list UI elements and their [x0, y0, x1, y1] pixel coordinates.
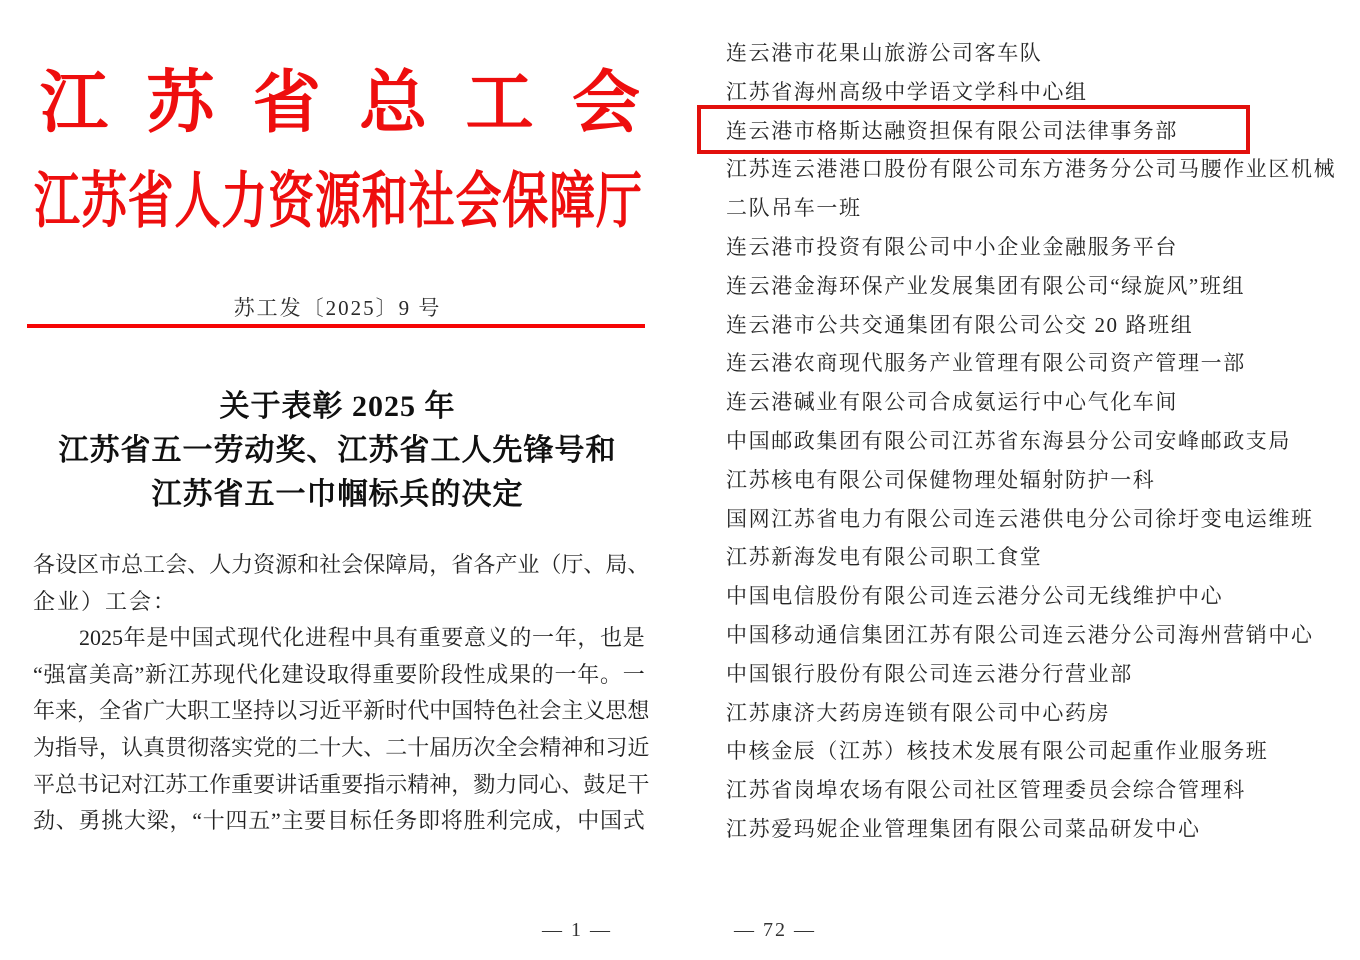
page-number-1: — 1 — — [542, 919, 612, 941]
issuing-org-line2: 江 苏 省 人 力 资 源 和 社 会 保 障 厅 — [34, 167, 642, 235]
list-item: 中国银行股份有限公司连云港分行营业部 — [726, 661, 1133, 686]
red-highlight-box — [697, 105, 1250, 154]
document-body — [33, 547, 650, 840]
body-line: 年 来 ， 全 省 广 大 职 工 坚 持 以 习 近 平 新 时 代 中 国 特 色 社 会 主 义 思 想 — [33, 698, 650, 724]
page-1 — [30, 0, 650, 960]
issuing-org-line1: 江 苏 省 总 工 会 — [40, 65, 640, 141]
list-item: 江苏核电有限公司保健物理处辐射防护一科 — [726, 467, 1156, 492]
body-line: “ 强 富 美 高 ” 新 江 苏 现 代 化 建 设 取 得 重 要 阶 段 性 成 果 的 一 年 。 一 — [33, 661, 645, 687]
list-item: 中核金辰（江苏）核技术发展有限公司起重作业服务班 — [726, 739, 1269, 764]
list-item: 连云港碱业有限公司合成氨运行中心气化车间 — [726, 390, 1178, 415]
title-line-3: 江苏省五一巾帼标兵的决定 — [151, 478, 524, 511]
title-line-2: 江苏省五一劳动奖、江苏省工人先锋号和 — [58, 434, 617, 467]
list-item: 江苏连云港港口股份有限公司东方港务分公司马腰作业区机械 — [726, 157, 1337, 182]
document-number: 苏工发〔2025〕9 号 — [233, 296, 442, 320]
body-line: 各 设 区 市 总 工 会 、 人 力 资 源 和 社 会 保 障 局 ， 省 各 产 业 （ 厅 、 局 、 — [33, 552, 650, 577]
list-item: 中国电信股份有限公司连云港分公司无线维护中心 — [726, 584, 1224, 609]
title-line-1: 关于表彰 2025 年 — [219, 390, 456, 423]
list-item: 连云港农商现代服务产业管理有限公司资产管理一部 — [726, 351, 1246, 376]
list-item: 江苏爱玛妮企业管理集团有限公司菜品研发中心 — [726, 816, 1201, 841]
document-title — [30, 385, 645, 517]
list-item: 江苏康济大药房连锁有限公司中心药房 — [726, 700, 1111, 725]
list-item: 中国移动通信集团江苏有限公司连云港分公司海州营销中心 — [726, 622, 1314, 647]
body-line: 劲 、 勇 挑 大 梁 ， “ 十 四 五 ” 主 要 目 标 任 务 即 将 胜 利 完 成 ， 中 国 式 — [33, 808, 645, 834]
list-item: 连云港金海环保产业发展集团有限公司“绿旋风”班组 — [726, 273, 1246, 298]
list-item: 江苏新海发电有限公司职工食堂 — [726, 545, 1043, 570]
list-item: 二队吊车一班 — [726, 196, 862, 221]
list-item: 江苏省海州高级中学语文学科中心组 — [726, 79, 1088, 104]
body-line: 2025 年 是 中 国 式 现 代 化 进 程 中 具 有 重 要 意 义 的 一 年 ， 也 是 — [79, 625, 645, 651]
body-line: 平 总 书 记 对 江 苏 工 作 重 要 讲 话 重 要 指 示 精 神 ， 勠 力 同 心 、 鼓 足 干 — [33, 771, 650, 797]
award-recipients-list — [726, 34, 1360, 849]
list-item: 连云港市投资有限公司中小企业金融服务平台 — [726, 234, 1178, 259]
page-number-72: — 72 — — [734, 919, 816, 941]
list-item: 连云港市公共交通集团有限公司公交 20 路班组 — [726, 312, 1194, 337]
list-item: 连云港市花果山旅游公司客车队 — [726, 41, 1043, 65]
list-item: 国网江苏省电力有限公司连云港供电分公司徐圩变电运维班 — [726, 506, 1314, 531]
list-item: 中国邮政集团有限公司江苏省东海县分公司安峰邮政支局 — [726, 428, 1291, 453]
body-line: 企业）工会： — [33, 588, 178, 614]
red-divider-line — [27, 324, 645, 328]
list-item: 江苏省岗埠农场有限公司社区管理委员会综合管理科 — [726, 778, 1246, 803]
list-item-highlighted: 连云港市格斯达融资担保有限公司法律事务部 — [726, 118, 1178, 143]
body-line: 为 指 导 ， 认 真 贯 彻 落 实 党 的 二 十 大 、 二 十 届 历 次 全 会 精 神 和 习 近 — [33, 734, 650, 760]
